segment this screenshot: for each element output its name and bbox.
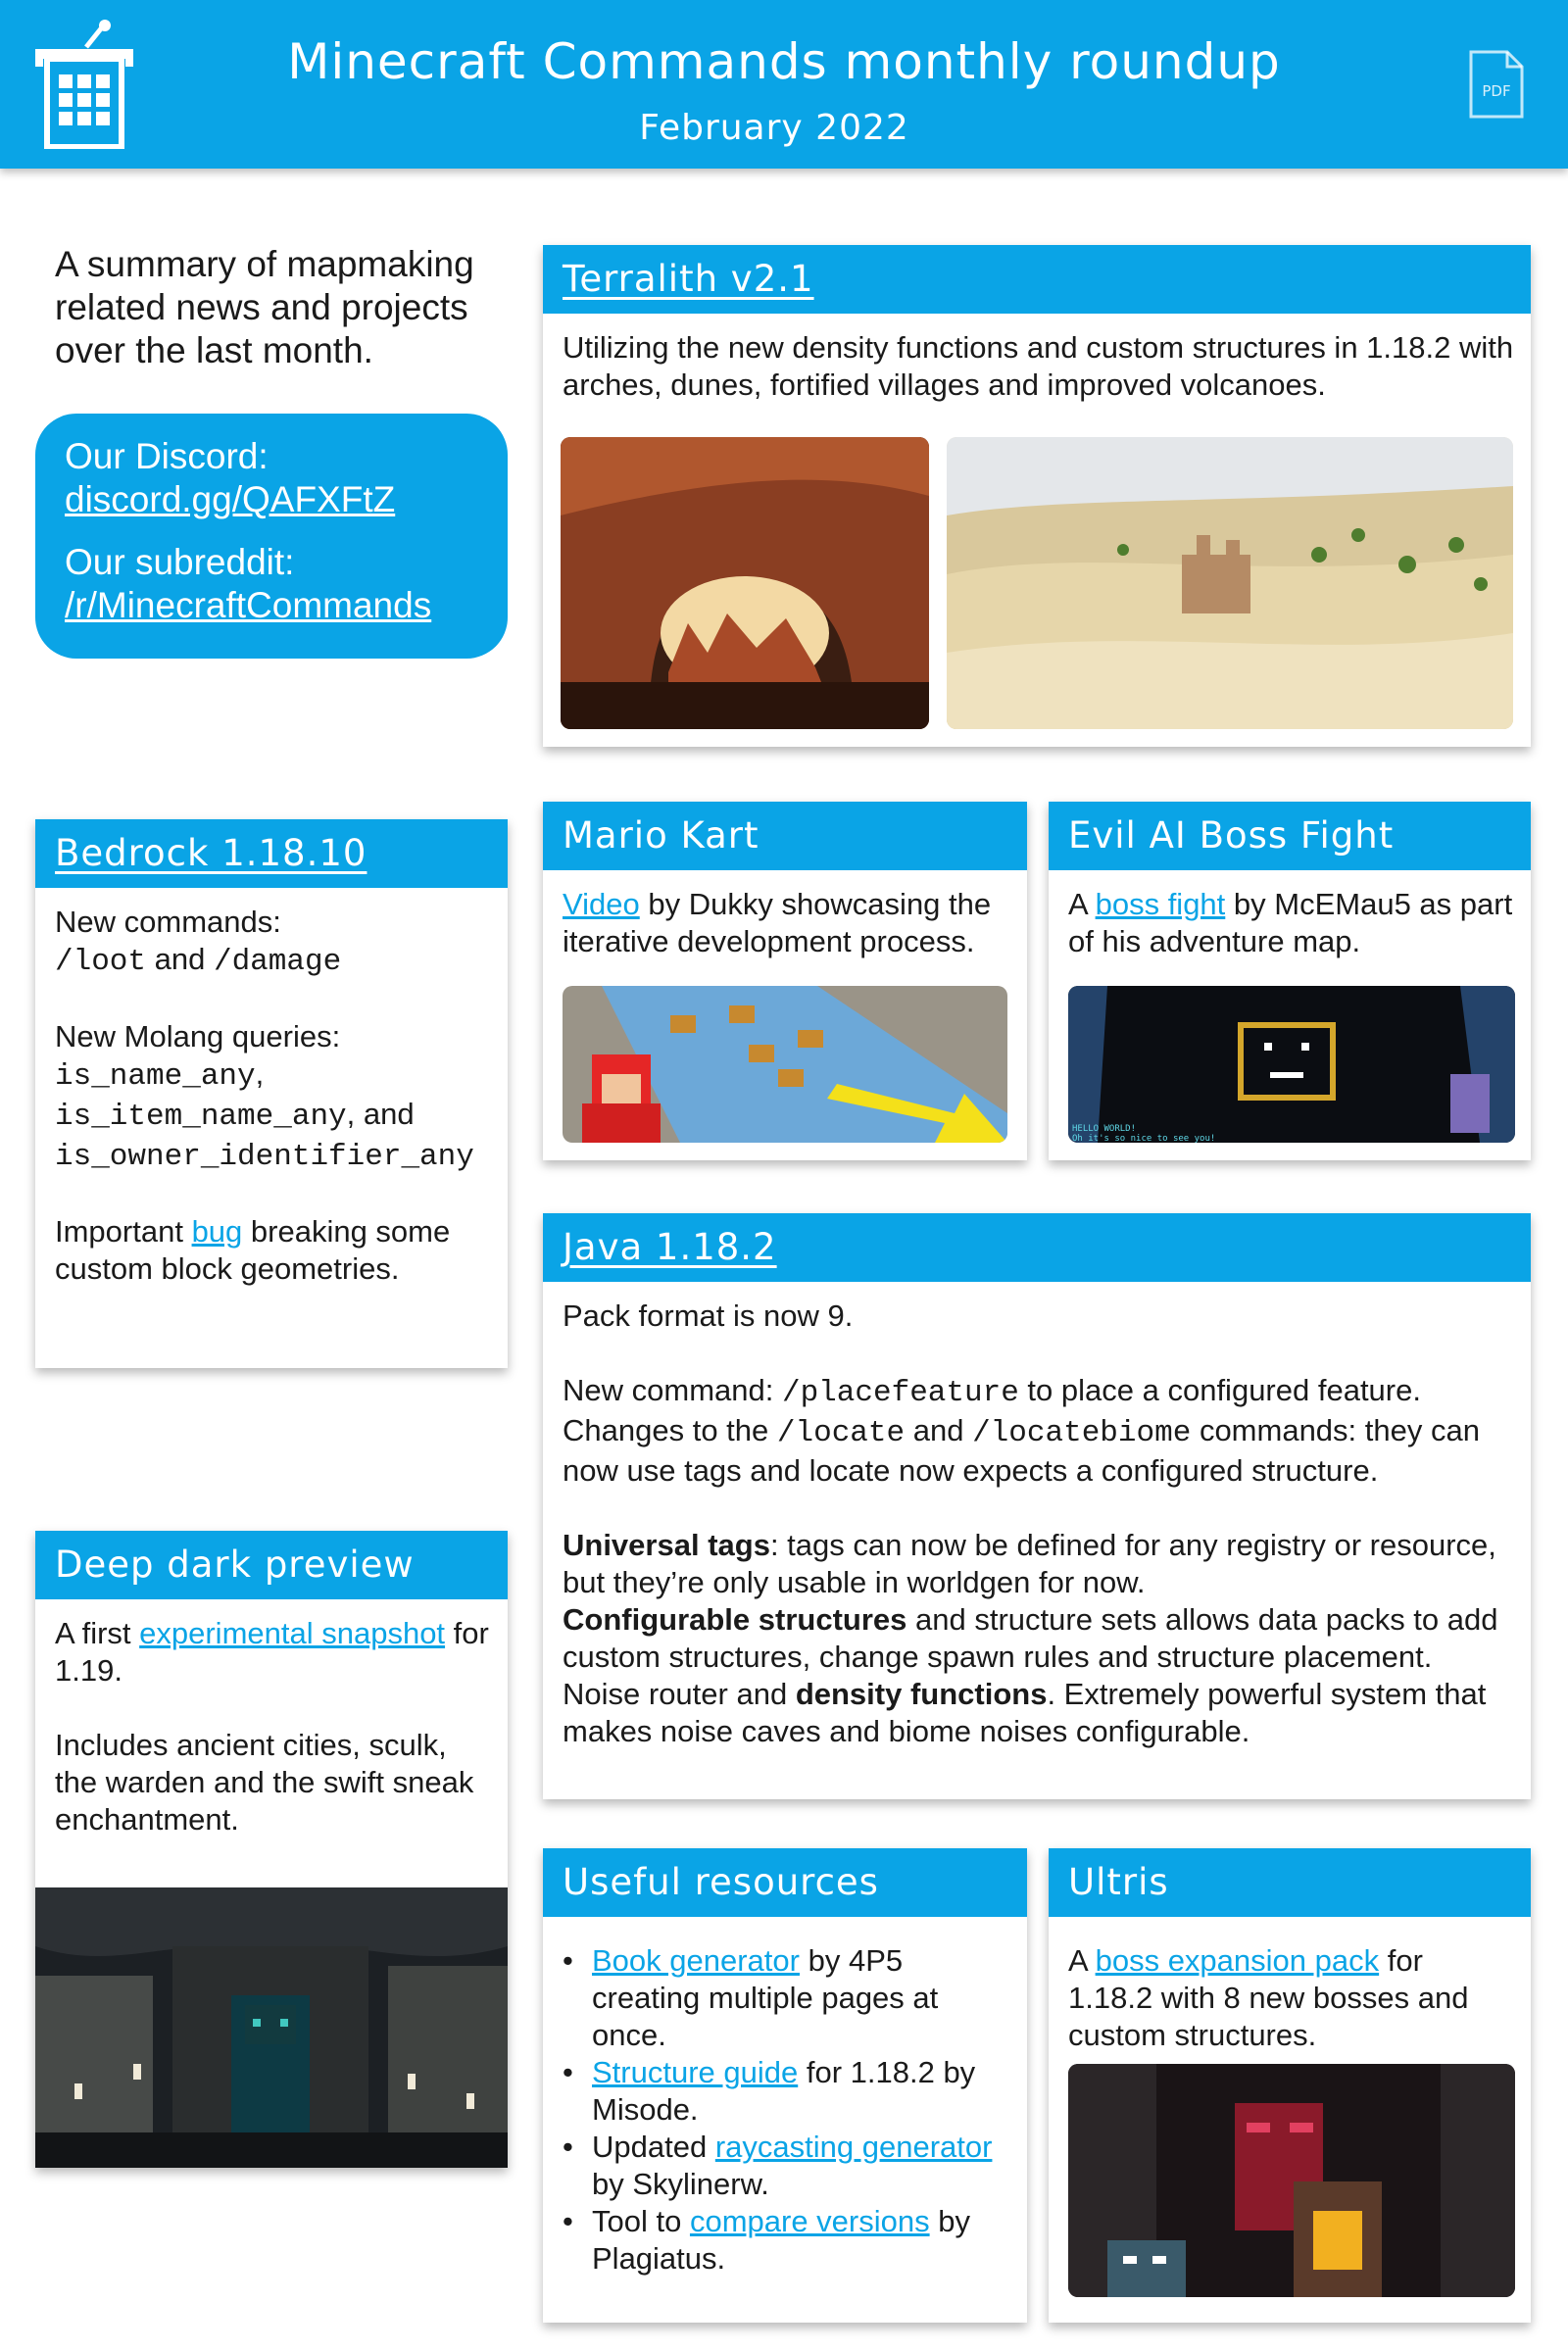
bedrock-title[interactable]: Bedrock 1.18.10 — [35, 819, 508, 888]
deep-dark-image — [35, 1887, 508, 2168]
terralith-arch-image — [561, 437, 929, 729]
new-commands-label: New commands: — [55, 905, 281, 939]
deep-dark-card — [35, 1531, 508, 2168]
density-functions-heading: density functions — [795, 1677, 1048, 1711]
list-item: • Updated raycasting generator by Skylinerw. — [563, 2129, 1011, 2203]
header-banner — [0, 0, 1568, 169]
boss-expansion-link[interactable]: boss expansion pack — [1095, 1943, 1380, 1978]
java-body: Pack format is now 9. New command: /placefeature to place a configured feature. Changes to the /locate and /locatebiome commands: they can now use tags and locate now expects a configured structure. Universal tags: tags can now be defined for any registry or resource, but they’re only usable in worldgen for now. Configurable structures and structure sets allows data packs to add custom structures, change spawn rules and structure placement. Noise router and density functions. Extremely powerful system that makes noise caves and biome noises configurable. — [563, 1298, 1515, 1750]
svg-text:HELLO WORLD!: HELLO WORLD! — [1072, 1124, 1137, 1134]
discord-label: Our Discord: — [65, 436, 269, 476]
pdf-icon[interactable] — [1468, 49, 1525, 120]
list-item: • Tool to compare versions by Plagiatus. — [563, 2203, 1011, 2278]
subreddit-link[interactable]: /r/MinecraftCommands — [65, 585, 432, 625]
useful-resources-card — [543, 1848, 1027, 2323]
ultris-card — [1049, 1848, 1531, 2323]
boss-fight-link[interactable]: boss fight — [1095, 887, 1226, 921]
evil-ai-card — [1049, 802, 1531, 1160]
subreddit-label: Our subreddit: — [65, 542, 295, 582]
terralith-desert-image — [947, 437, 1513, 729]
community-links-box — [35, 414, 508, 659]
intro-text: A summary of mapmaking related news and projects over the last month. — [55, 244, 474, 370]
ultris-description: A boss expansion pack for 1.18.2 with 8 new bosses and custom structures. — [1068, 1943, 1469, 2052]
compare-versions-link[interactable]: compare versions — [689, 2204, 930, 2238]
structure-guide-link[interactable]: Structure guide — [592, 2055, 799, 2089]
svg-text:Oh it's so nice to see you!: Oh it's so nice to see you! — [1072, 1134, 1216, 1143]
deep-dark-features: Includes ancient cities, sculk, the warden and the swift sneak enchantment. — [55, 1728, 474, 1837]
page-title: Minecraft Commands monthly roundup — [287, 33, 1281, 90]
damage-command: /damage — [213, 945, 342, 979]
mario-video-link[interactable]: Video — [563, 887, 640, 921]
ultris-image — [1068, 2064, 1515, 2297]
mario-kart-image — [563, 986, 1007, 1143]
evil-ai-title: Evil AI Boss Fight — [1049, 802, 1531, 870]
terralith-description: Utilizing the new density functions and custom structures in 1.18.2 with arches, dunes, fortified villages and improved volcanoes. — [563, 330, 1514, 402]
locate-command: /locate — [776, 1416, 906, 1450]
locatebiome-command: /locatebiome — [972, 1416, 1192, 1450]
mario-kart-card — [543, 802, 1027, 1160]
resources-list — [563, 1942, 1011, 2278]
loot-command: /loot — [55, 945, 147, 979]
java-title[interactable]: Java 1.18.2 — [543, 1213, 1531, 1282]
list-item: • Structure guide for 1.18.2 by Misode. — [563, 2054, 1011, 2129]
bedrock-card — [35, 819, 508, 1368]
configurable-structures-heading: Configurable structures — [563, 1602, 907, 1637]
bedrock-body: New commands: /loot and /damage New Molang queries: is_name_any, is_item_name_any, and is_owner_identifier_any Important bug breaking some custom block geometries. — [55, 905, 474, 1286]
page-subtitle: February 2022 — [639, 108, 909, 148]
experimental-snapshot-link[interactable]: experimental snapshot — [139, 1616, 446, 1650]
terralith-title[interactable]: Terralith v2.1 — [543, 245, 1531, 314]
useful-resources-title: Useful resources — [543, 1848, 1027, 1917]
bug-link[interactable]: bug — [191, 1214, 243, 1249]
java-card — [543, 1213, 1531, 1799]
terralith-card — [543, 245, 1531, 747]
molang-query: is_item_name_any — [55, 1100, 347, 1134]
useful-resources-body — [563, 1942, 1011, 2278]
molang-query: is_owner_identifier_any — [55, 1140, 474, 1174]
ultris-title: Ultris — [1049, 1848, 1531, 1917]
book-generator-link[interactable]: Book generator — [592, 1943, 800, 1978]
evil-ai-image — [1068, 986, 1515, 1143]
deep-dark-title: Deep dark preview — [35, 1531, 508, 1599]
mario-kart-title: Mario Kart — [543, 802, 1027, 870]
raycasting-generator-link[interactable]: raycasting generator — [714, 2130, 993, 2164]
mario-kart-description: Video by Dukky showcasing the iterative development process. — [563, 887, 992, 958]
molang-query: is_name_any — [55, 1059, 256, 1094]
evil-ai-description: A boss fight by McEMau5 as part of his adventure map. — [1068, 887, 1513, 958]
svg-text:PDF: PDF — [1482, 82, 1511, 100]
placefeature-command: /placefeature — [781, 1376, 1019, 1410]
deep-dark-body: A first experimental snapshot for 1.19. Includes ancient cities, sculk, the warden and the swift sneak enchantment. — [55, 1615, 492, 1838]
molang-label: New Molang queries: — [55, 1019, 341, 1054]
pack-format-text: Pack format is now 9. — [563, 1298, 854, 1333]
list-item: • Book generator by 4P5 creating multiple pages at once. — [563, 1942, 1011, 2054]
discord-link[interactable]: discord.gg/QAFXFtZ — [65, 479, 396, 519]
universal-tags-heading: Universal tags — [563, 1528, 770, 1562]
